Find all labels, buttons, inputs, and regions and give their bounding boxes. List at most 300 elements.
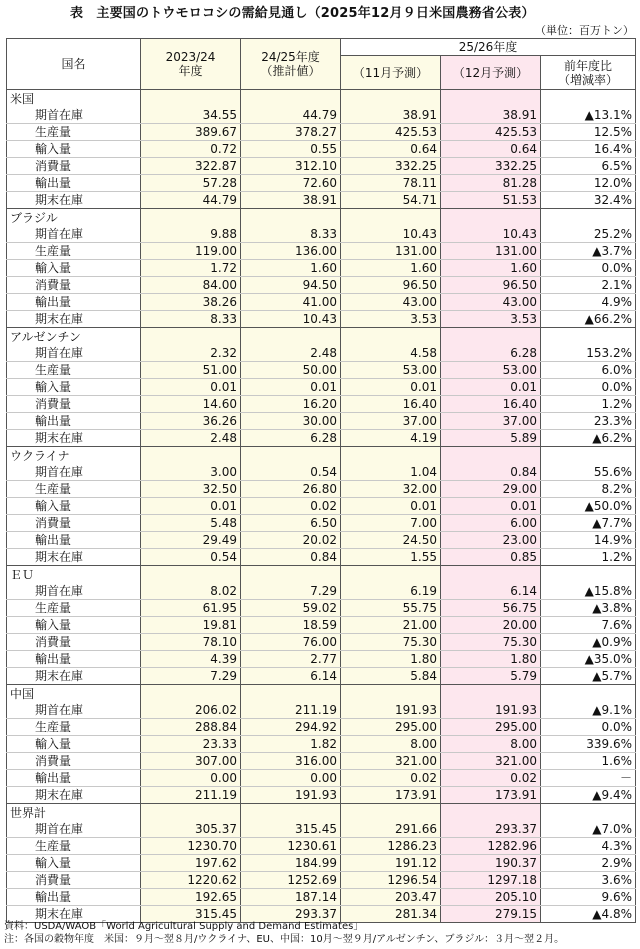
value-nov-forecast: 0.01 (341, 379, 441, 396)
header-2023-24-suffix: 年度 (178, 64, 203, 78)
value-24-25: 6.28 (241, 430, 341, 447)
table-row (7, 413, 636, 430)
row-label: 消費量 (7, 277, 141, 294)
country-row-cell (241, 447, 341, 465)
value-nov-forecast: 332.25 (341, 158, 441, 175)
table-row (7, 719, 636, 736)
value-2023-24: 315.45 (141, 906, 241, 923)
table-row (7, 294, 636, 311)
value-2023-24: 14.60 (141, 396, 241, 413)
country-row (7, 685, 636, 703)
value-2023-24: 29.49 (141, 532, 241, 549)
value-nov-forecast: 321.00 (341, 753, 441, 770)
row-label: 輸出量 (7, 175, 141, 192)
row-label: 生産量 (7, 600, 141, 617)
value-24-25: 0.02 (241, 498, 341, 515)
value-24-25: 1252.69 (241, 872, 341, 889)
header-25-26: 25/26年度 (341, 39, 636, 56)
table-row (7, 158, 636, 175)
header-2023-24-year: 2023/24 (165, 50, 216, 64)
row-label: 消費量 (7, 396, 141, 413)
value-yoy-change: 2.1% (541, 277, 636, 294)
table-row (7, 345, 636, 362)
country-row-cell (241, 685, 341, 703)
value-dec-forecast: 81.28 (441, 175, 541, 192)
value-yoy-change: 339.6% (541, 736, 636, 753)
value-2023-24: 211.19 (141, 787, 241, 804)
value-2023-24: 9.88 (141, 226, 241, 243)
value-2023-24: 34.55 (141, 107, 241, 124)
value-2023-24: 78.10 (141, 634, 241, 651)
value-dec-forecast: 0.64 (441, 141, 541, 158)
header-country: 国名 (7, 39, 141, 90)
value-yoy-change: ▲50.0% (541, 498, 636, 515)
value-2023-24: 32.50 (141, 481, 241, 498)
value-yoy-change: 23.3% (541, 413, 636, 430)
table-row (7, 226, 636, 243)
value-dec-forecast: 0.01 (441, 498, 541, 515)
value-nov-forecast: 10.43 (341, 226, 441, 243)
value-24-25: 16.20 (241, 396, 341, 413)
table-row (7, 872, 636, 889)
value-nov-forecast: 24.50 (341, 532, 441, 549)
value-24-25: 72.60 (241, 175, 341, 192)
value-24-25: 294.92 (241, 719, 341, 736)
value-nov-forecast: 0.64 (341, 141, 441, 158)
value-dec-forecast: 279.15 (441, 906, 541, 923)
value-24-25: 6.50 (241, 515, 341, 532)
value-2023-24: 0.54 (141, 549, 241, 566)
value-nov-forecast: 38.91 (341, 107, 441, 124)
value-2023-24: 8.33 (141, 311, 241, 328)
row-label: 輸出量 (7, 532, 141, 549)
value-nov-forecast: 4.58 (341, 345, 441, 362)
supply-demand-table (6, 38, 636, 923)
value-dec-forecast: 10.43 (441, 226, 541, 243)
row-label: 輸入量 (7, 260, 141, 277)
country-row-cell (441, 447, 541, 465)
value-nov-forecast: 7.00 (341, 515, 441, 532)
value-dec-forecast: 295.00 (441, 719, 541, 736)
value-2023-24: 0.72 (141, 141, 241, 158)
value-nov-forecast: 191.12 (341, 855, 441, 872)
value-dec-forecast: 23.00 (441, 532, 541, 549)
value-nov-forecast: 4.19 (341, 430, 441, 447)
value-24-25: 94.50 (241, 277, 341, 294)
country-row (7, 566, 636, 584)
value-nov-forecast: 21.00 (341, 617, 441, 634)
value-2023-24: 4.39 (141, 651, 241, 668)
value-24-25: 1.60 (241, 260, 341, 277)
value-dec-forecast: 321.00 (441, 753, 541, 770)
value-2023-24: 3.00 (141, 464, 241, 481)
value-dec-forecast: 6.14 (441, 583, 541, 600)
table-row (7, 481, 636, 498)
value-yoy-change: 12.0% (541, 175, 636, 192)
value-dec-forecast: 5.89 (441, 430, 541, 447)
value-dec-forecast: 190.37 (441, 855, 541, 872)
value-nov-forecast: 8.00 (341, 736, 441, 753)
country-row-cell (341, 566, 441, 584)
country-name: 世界計 (7, 804, 141, 822)
table-row (7, 787, 636, 804)
value-dec-forecast: 29.00 (441, 481, 541, 498)
value-2023-24: 36.26 (141, 413, 241, 430)
value-nov-forecast: 53.00 (341, 362, 441, 379)
value-nov-forecast: 78.11 (341, 175, 441, 192)
value-nov-forecast: 191.93 (341, 702, 441, 719)
row-label: 期首在庫 (7, 583, 141, 600)
value-yoy-change: ▲13.1% (541, 107, 636, 124)
row-label: 消費量 (7, 515, 141, 532)
country-name: 中国 (7, 685, 141, 703)
value-24-25: 0.54 (241, 464, 341, 481)
value-dec-forecast: 293.37 (441, 821, 541, 838)
value-nov-forecast: 5.84 (341, 668, 441, 685)
value-nov-forecast: 1.80 (341, 651, 441, 668)
table-row (7, 124, 636, 141)
value-dec-forecast: 38.91 (441, 107, 541, 124)
value-2023-24: 51.00 (141, 362, 241, 379)
value-yoy-change: ▲7.0% (541, 821, 636, 838)
value-dec-forecast: 5.79 (441, 668, 541, 685)
header-yoy-label: 前年度比 (564, 58, 613, 73)
value-2023-24: 0.00 (141, 770, 241, 787)
value-yoy-change: 9.6% (541, 889, 636, 906)
row-label: 生産量 (7, 362, 141, 379)
value-2023-24: 5.48 (141, 515, 241, 532)
value-2023-24: 197.62 (141, 855, 241, 872)
value-2023-24: 305.37 (141, 821, 241, 838)
table-row (7, 243, 636, 260)
table-row (7, 753, 636, 770)
value-yoy-change: ▲3.7% (541, 243, 636, 260)
value-yoy-change: 6.0% (541, 362, 636, 379)
row-label: 消費量 (7, 158, 141, 175)
value-24-25: 41.00 (241, 294, 341, 311)
value-2023-24: 23.33 (141, 736, 241, 753)
table-row (7, 515, 636, 532)
value-dec-forecast: 96.50 (441, 277, 541, 294)
country-row-cell (541, 685, 636, 703)
value-yoy-change: ▲0.9% (541, 634, 636, 651)
row-label: 期末在庫 (7, 906, 141, 923)
table-body (7, 90, 636, 923)
value-24-25: 18.59 (241, 617, 341, 634)
header-yoy-change (541, 56, 636, 90)
value-24-25: 2.48 (241, 345, 341, 362)
country-row-cell (141, 804, 241, 822)
value-2023-24: 192.65 (141, 889, 241, 906)
country-row (7, 328, 636, 346)
value-24-25: 38.91 (241, 192, 341, 209)
country-row-cell (441, 209, 541, 227)
value-nov-forecast: 281.34 (341, 906, 441, 923)
country-row-cell (441, 804, 541, 822)
value-24-25: 1230.61 (241, 838, 341, 855)
header-yoy-sub: （増減率） (558, 72, 619, 87)
value-yoy-change: 4.9% (541, 294, 636, 311)
value-dec-forecast: 1.60 (441, 260, 541, 277)
value-dec-forecast: 3.53 (441, 311, 541, 328)
header-dec-forecast: （12月予測） (441, 56, 541, 90)
value-dec-forecast: 0.01 (441, 379, 541, 396)
row-label: 輸出量 (7, 770, 141, 787)
header-nov-forecast: （11月予測） (341, 56, 441, 90)
table-row (7, 600, 636, 617)
row-label: 期首在庫 (7, 702, 141, 719)
value-2023-24: 288.84 (141, 719, 241, 736)
country-row (7, 447, 636, 465)
table-row (7, 379, 636, 396)
value-dec-forecast: 0.84 (441, 464, 541, 481)
value-yoy-change: ▲9.1% (541, 702, 636, 719)
value-yoy-change: 3.6% (541, 872, 636, 889)
table-row (7, 141, 636, 158)
row-label: 輸出量 (7, 413, 141, 430)
country-row-cell (241, 328, 341, 346)
value-24-25: 26.80 (241, 481, 341, 498)
value-nov-forecast: 43.00 (341, 294, 441, 311)
country-row-cell (341, 685, 441, 703)
value-24-25: 293.37 (241, 906, 341, 923)
value-yoy-change: ▲9.4% (541, 787, 636, 804)
table-row (7, 838, 636, 855)
value-yoy-change: 14.9% (541, 532, 636, 549)
table-row (7, 498, 636, 515)
value-yoy-change: ▲7.7% (541, 515, 636, 532)
table-row (7, 770, 636, 787)
row-label: 期首在庫 (7, 226, 141, 243)
value-dec-forecast: 16.40 (441, 396, 541, 413)
value-yoy-change: 2.9% (541, 855, 636, 872)
country-row (7, 209, 636, 227)
value-yoy-change: 0.0% (541, 719, 636, 736)
country-name: ブラジル (7, 209, 141, 227)
value-nov-forecast: 55.75 (341, 600, 441, 617)
value-2023-24: 2.32 (141, 345, 241, 362)
table-row (7, 532, 636, 549)
value-2023-24: 61.95 (141, 600, 241, 617)
value-2023-24: 38.26 (141, 294, 241, 311)
value-2023-24: 206.02 (141, 702, 241, 719)
country-row-cell (341, 447, 441, 465)
notes (4, 920, 564, 946)
table-row (7, 277, 636, 294)
value-yoy-change: 16.4% (541, 141, 636, 158)
value-dec-forecast: 425.53 (441, 124, 541, 141)
value-nov-forecast: 291.66 (341, 821, 441, 838)
country-row-cell (141, 328, 241, 346)
value-yoy-change: 55.6% (541, 464, 636, 481)
value-2023-24: 0.01 (141, 379, 241, 396)
value-2023-24: 57.28 (141, 175, 241, 192)
table-row (7, 549, 636, 566)
country-row-cell (541, 804, 636, 822)
value-nov-forecast: 1.55 (341, 549, 441, 566)
value-dec-forecast: 0.02 (441, 770, 541, 787)
table-row (7, 311, 636, 328)
country-row (7, 804, 636, 822)
value-dec-forecast: 43.00 (441, 294, 541, 311)
value-24-25: 0.00 (241, 770, 341, 787)
country-row-cell (141, 447, 241, 465)
country-name: アルゼンチン (7, 328, 141, 346)
value-24-25: 10.43 (241, 311, 341, 328)
value-yoy-change: ▲35.0% (541, 651, 636, 668)
value-2023-24: 19.81 (141, 617, 241, 634)
table-header (7, 39, 636, 90)
value-yoy-change: 12.5% (541, 124, 636, 141)
source-note: 資料：USDA/WAOB「World Agricultural Supply and Demand Estimates」 (4, 921, 364, 932)
country-row-cell (541, 566, 636, 584)
table-row (7, 668, 636, 685)
value-nov-forecast: 32.00 (341, 481, 441, 498)
row-label: 生産量 (7, 243, 141, 260)
value-2023-24: 7.29 (141, 668, 241, 685)
value-24-25: 2.77 (241, 651, 341, 668)
value-nov-forecast: 203.47 (341, 889, 441, 906)
value-nov-forecast: 0.02 (341, 770, 441, 787)
value-yoy-change: ▲5.7% (541, 668, 636, 685)
value-dec-forecast: 1297.18 (441, 872, 541, 889)
country-row-cell (341, 328, 441, 346)
table-row (7, 107, 636, 124)
row-label: 消費量 (7, 872, 141, 889)
value-nov-forecast: 96.50 (341, 277, 441, 294)
table-row (7, 617, 636, 634)
row-label: 輸出量 (7, 294, 141, 311)
value-24-25: 315.45 (241, 821, 341, 838)
value-24-25: 59.02 (241, 600, 341, 617)
value-24-25: 0.01 (241, 379, 341, 396)
row-label: 輸出量 (7, 651, 141, 668)
row-label: 輸入量 (7, 617, 141, 634)
table-row (7, 889, 636, 906)
value-24-25: 6.14 (241, 668, 341, 685)
value-yoy-change: 32.4% (541, 192, 636, 209)
value-24-25: 76.00 (241, 634, 341, 651)
value-yoy-change: ▲6.2% (541, 430, 636, 447)
value-yoy-change: 7.6% (541, 617, 636, 634)
table-row (7, 396, 636, 413)
row-label: 輸入量 (7, 379, 141, 396)
value-yoy-change: 0.0% (541, 379, 636, 396)
value-2023-24: 322.87 (141, 158, 241, 175)
value-dec-forecast: 191.93 (441, 702, 541, 719)
value-dec-forecast: 6.00 (441, 515, 541, 532)
country-row-cell (141, 90, 241, 108)
country-row-cell (441, 328, 541, 346)
value-nov-forecast: 37.00 (341, 413, 441, 430)
table-row (7, 736, 636, 753)
value-dec-forecast: 53.00 (441, 362, 541, 379)
value-2023-24: 119.00 (141, 243, 241, 260)
row-label: 輸入量 (7, 736, 141, 753)
country-name: 米国 (7, 90, 141, 108)
country-row-cell (441, 90, 541, 108)
value-24-25: 378.27 (241, 124, 341, 141)
row-label: 消費量 (7, 753, 141, 770)
value-yoy-change: 153.2% (541, 345, 636, 362)
table-row (7, 651, 636, 668)
value-24-25: 50.00 (241, 362, 341, 379)
table-row (7, 175, 636, 192)
value-yoy-change: 25.2% (541, 226, 636, 243)
country-row-cell (241, 804, 341, 822)
country-row-cell (141, 685, 241, 703)
table-row (7, 855, 636, 872)
value-yoy-change: － (541, 770, 636, 787)
value-24-25: 44.79 (241, 107, 341, 124)
value-2023-24: 389.67 (141, 124, 241, 141)
row-label: 生産量 (7, 838, 141, 855)
value-24-25: 211.19 (241, 702, 341, 719)
value-yoy-change: 1.2% (541, 396, 636, 413)
value-24-25: 187.14 (241, 889, 341, 906)
row-label: 期首在庫 (7, 821, 141, 838)
country-row-cell (541, 90, 636, 108)
country-row-cell (341, 90, 441, 108)
value-nov-forecast: 131.00 (341, 243, 441, 260)
table-row (7, 583, 636, 600)
value-dec-forecast: 205.10 (441, 889, 541, 906)
country-row-cell (241, 209, 341, 227)
value-nov-forecast: 1.60 (341, 260, 441, 277)
country-row-cell (241, 90, 341, 108)
value-24-25: 0.55 (241, 141, 341, 158)
row-label: 期末在庫 (7, 668, 141, 685)
header-24-25-note: （推計値） (260, 64, 321, 78)
value-dec-forecast: 6.28 (441, 345, 541, 362)
row-label: 期末在庫 (7, 311, 141, 328)
value-24-25: 20.02 (241, 532, 341, 549)
country-row (7, 90, 636, 108)
table-title: 表 主要国のトウモロコシの需給見通し（2025年12月９日米国農務省公表） (70, 6, 535, 21)
value-2023-24: 2.48 (141, 430, 241, 447)
country-row-cell (141, 566, 241, 584)
value-2023-24: 1.72 (141, 260, 241, 277)
table-row (7, 634, 636, 651)
table-row (7, 362, 636, 379)
value-nov-forecast: 54.71 (341, 192, 441, 209)
fiscal-year-note: 注：各国の穀物年度 米国：９月～翌８月/ウクライナ、EU、中国：10月～翌９月/アルゼンチン、ブラジル：３月～翌２月。 (4, 934, 565, 945)
value-dec-forecast: 56.75 (441, 600, 541, 617)
value-dec-forecast: 1.80 (441, 651, 541, 668)
table-row (7, 192, 636, 209)
value-nov-forecast: 173.91 (341, 787, 441, 804)
value-yoy-change: ▲3.8% (541, 600, 636, 617)
country-name: ＥＵ (7, 566, 141, 584)
value-nov-forecast: 6.19 (341, 583, 441, 600)
value-yoy-change: ▲66.2% (541, 311, 636, 328)
value-nov-forecast: 1286.23 (341, 838, 441, 855)
value-24-25: 8.33 (241, 226, 341, 243)
row-label: 輸入量 (7, 141, 141, 158)
header-2023-24 (141, 39, 241, 90)
country-row-cell (141, 209, 241, 227)
header-24-25-year: 24/25年度 (261, 50, 320, 64)
country-row-cell (241, 566, 341, 584)
value-2023-24: 1230.70 (141, 838, 241, 855)
value-dec-forecast: 1282.96 (441, 838, 541, 855)
value-yoy-change: ▲4.8% (541, 906, 636, 923)
country-row-cell (441, 566, 541, 584)
row-label: 生産量 (7, 124, 141, 141)
table-row (7, 430, 636, 447)
row-label: 生産量 (7, 719, 141, 736)
country-row-cell (541, 328, 636, 346)
